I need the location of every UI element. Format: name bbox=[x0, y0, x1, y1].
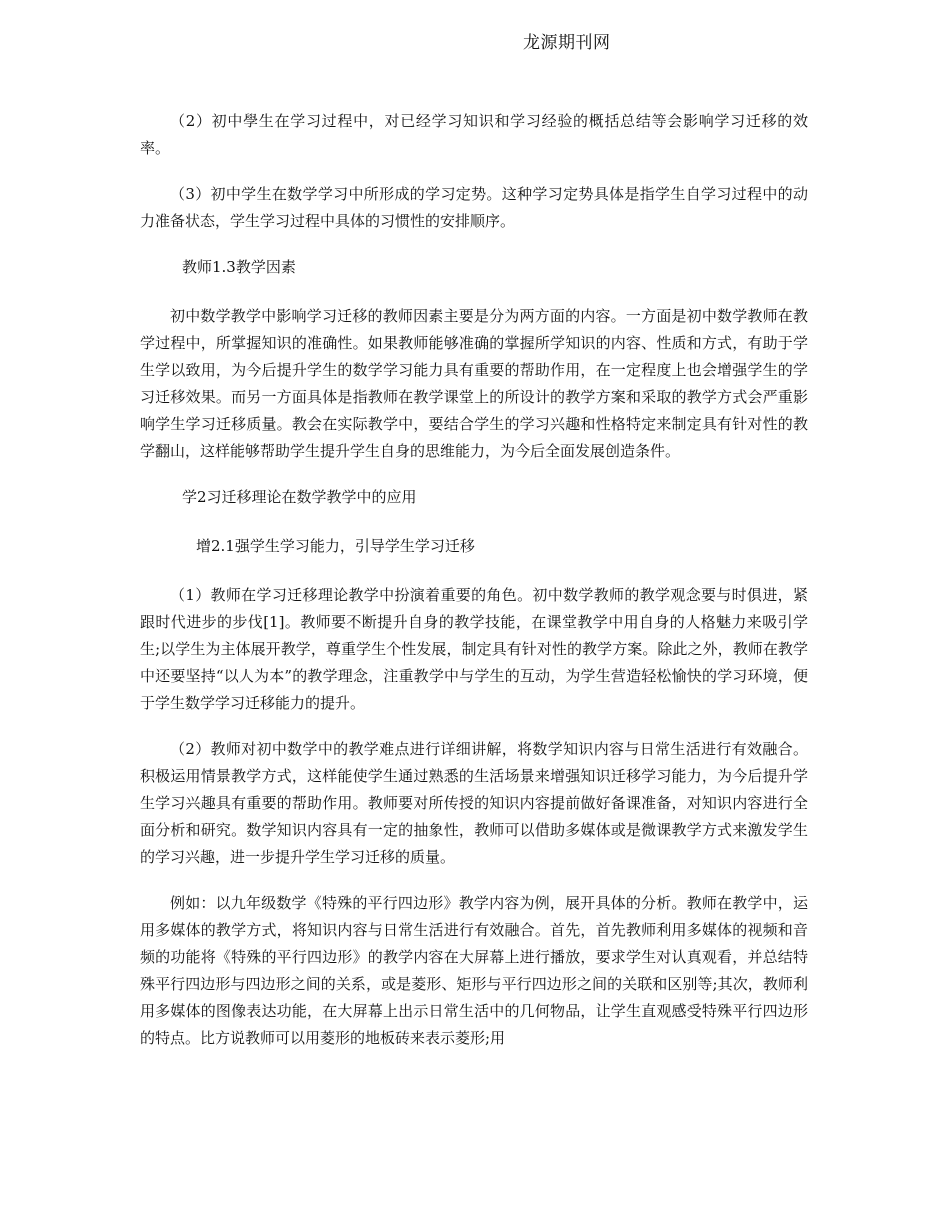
paragraph-example: 例如：以九年级数学《特殊的平行四边形》教学内容为例，展开具体的分析。教师在教学中，运用多媒体的教学方式，将知识内容与日常生活进行有效融合。首先，首先教师利用多媒体的视频和音频的功能将《特殊的平行四边形》的教学内容在大屏幕上进行播放，要求学生对认真观看，并总结特殊平行四边形与四边形之间的关系，或是菱形、矩形与平行四边形之间的关联和区别等;其次，教师利用多媒体的图像表达功能，在大屏幕上出示日常生活中的几何物品，让学生直观感受特殊平行四边形的特点。比方说教师可以用菱形的地板砖来表示菱形;用 bbox=[140, 894, 808, 1047]
paragraph-learning-set: （3）初中学生在数学学习中所形成的学习定势。这种学习定势具体是指学生自学习过程中的动力准备状态，学生学习过程中具体的习惯性的安排顺序。 bbox=[140, 185, 808, 230]
section-heading-application: 学2习迁移理论在数学教学中的应用 bbox=[182, 488, 417, 506]
paragraph-teacher-role: （1）教师在学习迁移理论教学中扮演着重要的角色。初中数学教师的教学观念要与时俱进，紧跟时代进步的步伐[1]。教师要不断提升自身的教学技能，在课堂教学中用自身的人格魅力来吸引学生;以学生为主体展开教学，尊重学生个性发展，制定具有针对性的教学方案。除此之外，教师在教学中还要坚持“以人为本”的教学理念，注重教学中与学生的互动，为学生营造轻松愉快的学习环境，便于学生数学学习迁移能力的提升。 bbox=[140, 586, 808, 712]
paragraph-learning-efficiency: （2）初中學生在学习过程中，对已经学习知识和学习经验的概括总结等会影响学习迁移的效率。 bbox=[140, 112, 808, 157]
paragraph-teacher-factors: 初中数学教学中影响学习迁移的教师因素主要是分为两方面的内容。一方面是初中数学教师在教学过程中，所掌握知识的准确性。如果教师能够准确的掌握所学知识的内容、性质和方式，有助于学生学以致用，为今后提升学生的数学学习能力具有重要的帮助作用，在一定程度上也会增强学生的学习迁移效果。而另一方面具体是指教师在教学课堂上的所设计的教学方案和采取的教学方式会严重影响学生学习迁移质量。教会在实际教学中，要结合学生的学习兴趣和性格特定来制定具有针对性的教学翻山，这样能够帮助学生提升学生自身的思维能力，为今后全面发展创造条件。 bbox=[140, 307, 808, 460]
subsection-heading-ability: 增2.1强学生学习能力，引导学生学习迁移 bbox=[196, 537, 475, 555]
article-body bbox=[140, 108, 808, 1071]
site-header: 龙源期刊网 bbox=[523, 33, 611, 53]
section-heading-teacher-factors: 教师1.3教学因素 bbox=[182, 258, 296, 276]
paragraph-teaching-difficulties: （2）教师对初中数学中的教学难点进行详细讲解，将数学知识内容与日常生活进行有效融合。积极运用情景教学方式，这样能使学生通过熟悉的生活场景来增强知识迁移学习能力，为今后提升学生学习兴趣具有重要的帮助作用。教师要对所传授的知识内容提前做好备课准备，对知识内容进行全面分析和研究。数学知识内容具有一定的抽象性，教师可以借助多媒体或是微课教学方式来激发学生的学习兴趣，进一步提升学生学习迁移的质量。 bbox=[140, 740, 808, 866]
